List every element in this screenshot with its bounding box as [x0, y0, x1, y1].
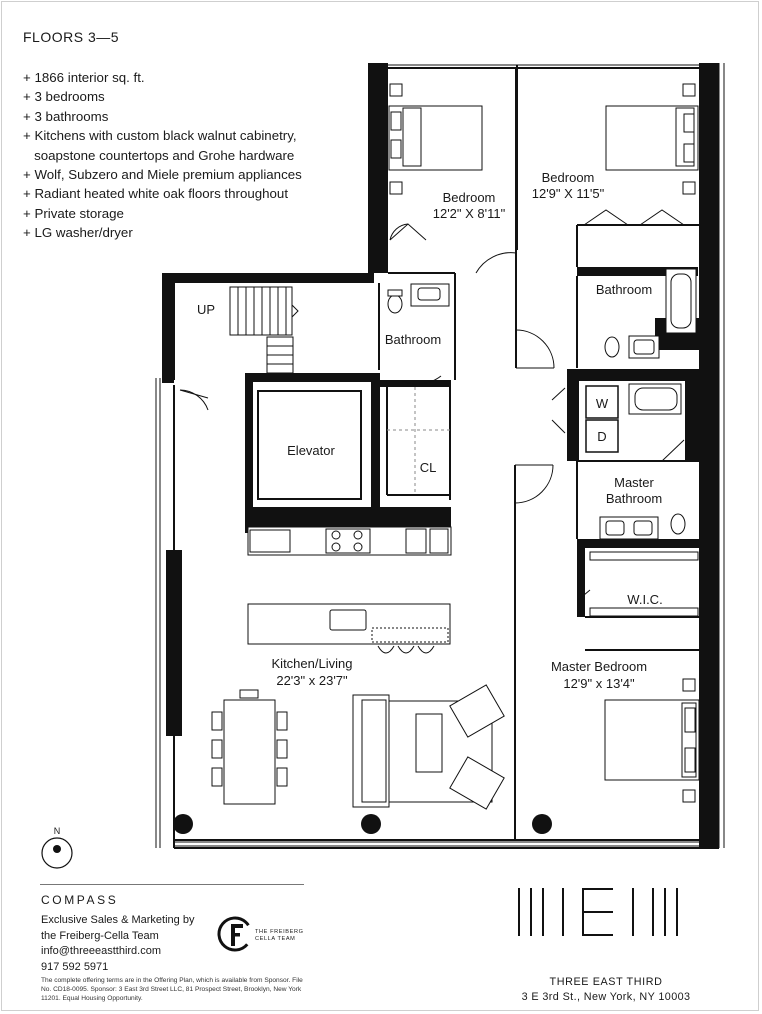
- feature-item: + 3 bedrooms: [23, 89, 105, 105]
- kitchen-island: [248, 604, 450, 653]
- brokerage-logo: COMPASS: [41, 893, 119, 907]
- columns: [173, 814, 552, 834]
- living-furniture: [353, 685, 504, 809]
- team-logo-line: THE FREIBERG: [255, 929, 304, 935]
- contact-email[interactable]: info@threeeastthird.com: [41, 945, 162, 958]
- wic-label: W.I.C.: [627, 592, 663, 607]
- kitchen-living-label: Kitchen/Living: [271, 656, 353, 671]
- floor-title: FLOORS 3—5: [23, 29, 120, 45]
- stairs: [230, 287, 298, 373]
- legal-disclaimer: The complete offering terms are in the Offering Plan, which is available from Sponsor. File No. CD18-0095. Sponsor: 3 East 3rd Street LLC, 81 Prospect Street, Brooklyn, New York 11201. Equal Housing Opportunity.: [41, 977, 303, 1003]
- building-address: 3 E 3rd St., New York, NY 10003: [521, 991, 691, 1003]
- master-bedroom-dims: 12'9" x 13'4": [563, 676, 635, 691]
- team-logo-text: [255, 929, 304, 943]
- kitchen-counter: [248, 527, 451, 555]
- building-logo-icon: [517, 888, 697, 938]
- feature-item: + Radiant heated white oak floors throughout: [23, 186, 289, 202]
- master-bathroom-label: Master: [614, 475, 654, 490]
- elevator-label: Elevator: [287, 443, 335, 458]
- contact-phone[interactable]: 917 592 5971: [41, 960, 109, 973]
- feature-item: + Private storage: [23, 205, 124, 221]
- kitchen-living-dims: 22'3" x 23'7": [276, 673, 348, 688]
- compass-north-label: N: [53, 826, 61, 836]
- master-bedroom-label: Master Bedroom: [550, 659, 648, 674]
- team-logo-line: CELLA TEAM: [255, 936, 296, 942]
- bathroom-1-label: Bathroom: [384, 332, 442, 347]
- dryer-label: D: [597, 429, 607, 444]
- contact-line: the Freiberg-Cella Team: [41, 929, 159, 942]
- feature-item: + 3 bathrooms: [23, 108, 109, 124]
- feature-item: + Wolf, Subzero and Miele premium appliances: [23, 167, 302, 183]
- contact-line: Exclusive Sales & Marketing by: [41, 914, 195, 926]
- stairs-up-label: UP: [196, 302, 216, 317]
- contact-block: [41, 913, 194, 975]
- footer-divider: [40, 884, 304, 885]
- team-logo-icon: [217, 914, 253, 956]
- building-name: THREE EAST THIRD: [549, 976, 663, 988]
- feature-item: + Kitchens with custom black walnut cabinetry,: [23, 128, 297, 144]
- bed-1: [389, 84, 482, 194]
- master-bed: [605, 679, 699, 802]
- dining-table: [212, 690, 287, 804]
- feature-item: soapstone countertops and Grohe hardware: [23, 147, 295, 163]
- feature-item: + 1866 interior sq. ft.: [23, 70, 145, 85]
- bed-2: [606, 84, 698, 194]
- closet-dashes: [387, 387, 450, 495]
- bathroom-2-label: Bathroom: [595, 282, 653, 297]
- bedroom-1-label: Bedroom: [442, 190, 496, 205]
- washer-label: W: [595, 396, 609, 411]
- bedroom-1-dims: 12'2" X 8'11": [432, 206, 506, 221]
- bedroom-2-label: Bedroom: [541, 170, 595, 185]
- master-bathroom-label-2: Bathroom: [605, 491, 663, 506]
- compass-rose: [42, 838, 72, 868]
- closet-label: CL: [419, 460, 437, 475]
- feature-item: + LG washer/dryer: [23, 225, 133, 241]
- bedroom-2-dims: 12'9" X 11'5": [531, 186, 605, 201]
